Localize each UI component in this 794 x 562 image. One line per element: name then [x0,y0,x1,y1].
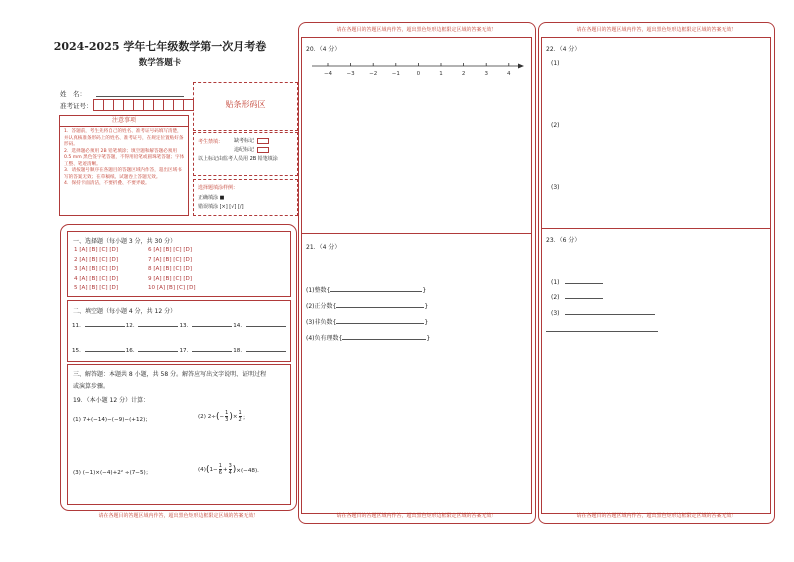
fill-item: 13． [179,323,193,329]
choice-row[interactable]: 7 [A] [B] [C] [D] [148,256,193,263]
choice-row[interactable]: 2 [A] [B] [C] [D] [74,256,119,263]
fill-item: 16． [125,348,139,354]
fill-item: 17． [179,348,193,354]
fill-item: 14． [233,323,246,329]
choice-row[interactable]: 9 [A] [B] [C] [D] [148,275,193,282]
fill-blank[interactable] [138,326,178,327]
solve-heading-2: 或演算步骤。 [73,383,110,390]
name-field[interactable] [96,96,184,97]
fill-item: 12． [125,323,139,329]
q21-item[interactable]: (1)整数{ } [306,287,427,294]
choice-row[interactable]: 5 [A] [B] [C] [D] [74,285,119,291]
fill-example-correct: 正确填涂 ■ [198,195,225,201]
notice-item: 2．选择题必须用 2B 铅笔填涂；填空题和解答题必须用 0.5 mm 黑色签字笔答题，不得用铅笔或圆珠笔答题；字体工整、笔迹清晰。 [64,148,185,167]
solve-heading: 三、解答题：本题共 8 小题，共 58 分。解答应写出文字说明、证明过程 [73,371,267,378]
q23-item[interactable]: (1) [551,279,603,286]
fill-blank[interactable] [246,351,286,352]
warning-middle-bottom: 请在各题目的答题区域内作答，超出黑色矩形边框限定区域的答案无效！ [336,513,497,519]
middle-inner-box [301,37,532,514]
choice-row[interactable]: 1 [A] [B] [C] [D] [74,247,119,253]
divider-20-21 [301,233,531,234]
number-line-tick-label: −2 [369,71,378,77]
choice-heading: 一、选择题（每小题 3 分，共 30 分） [73,238,177,245]
choice-row[interactable]: 10 [A] [B] [C] [D] [148,285,196,291]
choice-row[interactable]: 4 [A] [B] [C] [D] [74,275,119,282]
name-label: 姓 名： [60,90,86,98]
barcode-area [193,82,298,131]
notice-heading: 注意事项 [60,116,188,127]
number-line-tick-label: 2 [461,71,466,77]
q19-part-2: (2) 2÷ ( − $\frac{1}{3}$ ) × $\frac{1}{2}$ ； [198,410,249,423]
q22-label: 22．（4 分） [546,46,581,53]
q23-item[interactable]: (2) [551,294,603,301]
fill-heading: 二、填空题（每小题 4 分，共 12 分） [73,308,177,315]
number-line [306,58,528,82]
page-title: 2024-2025 学年七年级数学第一次月考卷 [53,40,267,53]
fill-blank[interactable] [192,326,232,327]
number-line-tick-label: −4 [323,71,333,77]
violation-label: 违纪标记 [234,147,255,153]
choice-row[interactable]: 6 [A] [B] [C] [D] [148,247,193,253]
q21-item[interactable]: (3)非负数{ } [306,319,429,326]
number-line-tick-label: 3 [484,71,488,77]
fill-section [67,300,291,362]
id-boxes[interactable] [93,99,194,111]
q19-part-4: (4) ( 1− $\frac{1}{6}$ + $\frac{3}{4}$ ) ×(−48)． [198,463,263,476]
fill-item: 18． [233,348,246,354]
q23-extra-line[interactable] [546,331,658,332]
q21-label: 21．（4 分） [306,244,341,251]
fill-blank[interactable] [192,351,232,352]
q19-part-1: (1) 7+(−14)−(−9)−(+12)； [73,417,151,423]
warning-right-top: 请在各题目的答题区域内作答，超出黑色矩形边框限定区域的答案无效！ [576,27,737,33]
absent-checkbox[interactable] [257,138,269,144]
fill-example-wrong: 错误填涂 [×] [√] [/] [198,204,244,210]
notice-box [59,115,189,216]
id-label: 准考证号： [60,102,93,110]
q21-item[interactable]: (2)正分数{ } [306,303,429,310]
number-line-tick-label: 1 [439,71,443,77]
q19-part-3: (3) (−1)×(−4)+2² ÷(7−5)； [73,470,152,476]
number-line-tick-label: 4 [507,71,511,77]
warning-middle-top: 请在各题目的答题区域内作答，超出黑色矩形边框限定区域的答案无效！ [336,27,497,33]
number-line-tick-label: −3 [346,71,355,77]
notice-item: 3．请按题号顺序在各题目的答题区域内作答，超出区域书写的答案无效；在草稿纸、试题卷上答题无效。 [64,168,182,180]
q19-label: 19．（本小题 12 分）计算： [73,397,150,404]
q23-item[interactable]: (3) [551,310,655,317]
examinee-label: 考生禁填： [198,139,224,145]
page-subtitle: 数学答题卡 [138,58,182,68]
number-line-tick-label: 0 [416,71,421,77]
q23-label: 23．（6 分） [546,237,581,244]
choice-row[interactable]: 8 [A] [B] [C] [D] [148,266,193,272]
right-inner-box [541,37,771,514]
notice-item: 1．答题前，考生先将自己的姓名、准考证号码填写清楚，并认真核准条形码上的姓名、准考证号，在规定位置贴好条形码。 [64,129,184,147]
q22-item: (2) [551,122,560,129]
fill-blank[interactable] [138,351,178,352]
solve-section [67,364,291,505]
fill-item: 15． [72,348,85,354]
fill-example-label: 选择题填涂样例： [198,185,239,191]
fill-blank[interactable] [85,326,125,327]
barcode-label: 贴条形码区 [225,100,266,109]
choice-section [67,231,291,297]
q20-label: 20．（4 分） [306,46,341,53]
absent-label: 缺考标记 [234,138,255,144]
number-line-tick-label: −1 [391,71,400,77]
fill-blank[interactable] [85,351,125,352]
notice-item: 4．保持卡面清洁，不要折叠、不要弄破。 [64,181,150,186]
examinee-note: 以上标记由监考人员用 2B 铅笔填涂 [198,156,278,162]
divider-22-23 [541,228,770,229]
fill-blank[interactable] [246,326,286,327]
q21-item[interactable]: (4)负有理数{ } [306,335,431,342]
violation-checkbox[interactable] [257,147,269,153]
warning-right-bottom: 请在各题目的答题区域内作答，超出黑色矩形边框限定区域的答案无效！ [576,513,737,519]
examinee-box [193,132,298,176]
fill-example-box [193,179,298,216]
q22-item: (1) [551,60,560,67]
q22-item: (3) [551,184,560,191]
choice-row[interactable]: 3 [A] [B] [C] [D] [74,266,119,272]
fill-item: 11． [72,323,85,329]
warning-left-bottom: 请在各题目的答题区域内作答，超出黑色矩形边框限定区域的答案无效！ [98,513,259,519]
